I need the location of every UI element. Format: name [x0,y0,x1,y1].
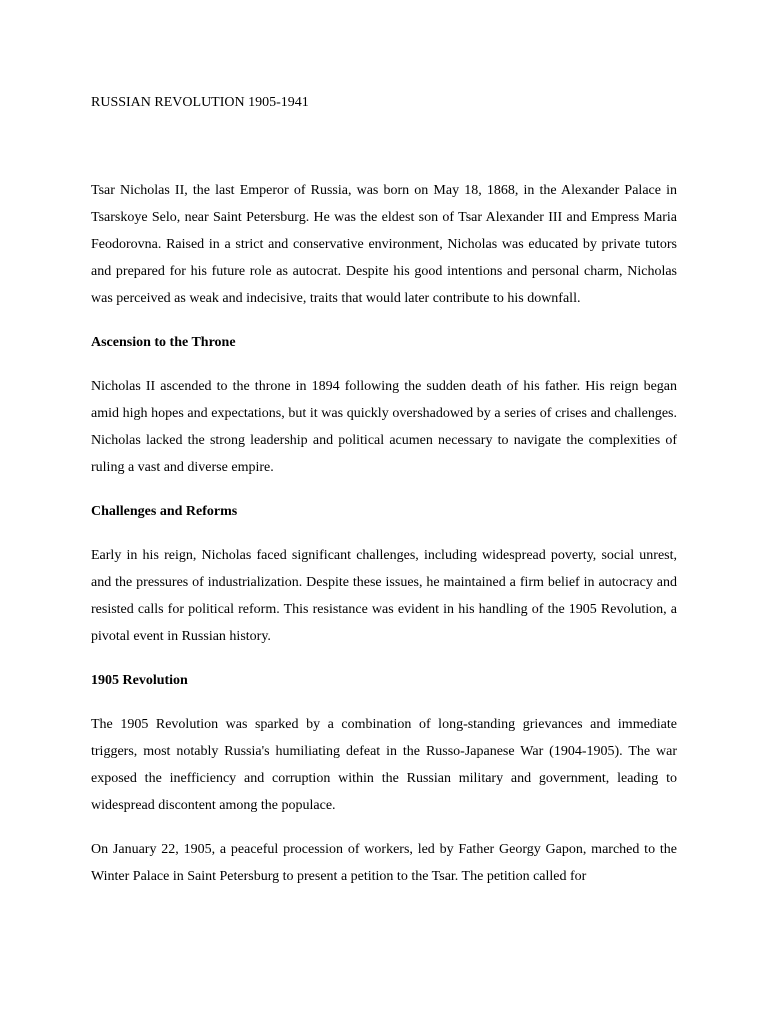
section-heading-1905-revolution: 1905 Revolution [91,673,188,688]
document-title: RUSSIAN REVOLUTION 1905-1941 [91,95,309,110]
section-heading-challenges: Challenges and Reforms [91,504,238,519]
intro-paragraph: Tsar Nicholas II, the last Emperor of Russia, was born on May 18, 1868, in the Alexander Palace in Tsarskoye Selo, near Saint Petersburg. He was the eldest son of Tsar Alexander III and Empress Maria Feodorovna. Raised in a strict and conservative environment, Nicholas was educated by private tutors and prepared for his future role as autocrat. Despite his good intentions and personal charm, Nicholas was perceived as weak and indecisive, traits that would later contribute to his downfall. [91,183,677,306]
section-paragraph: The 1905 Revolution was sparked by a combination of long-standing grievances and immediate triggers, most notably Russia's humiliating defeat in the Russo-Japanese War (1904-1905). The war exposed the inefficiency and corruption within the Russian military and government, leading to widespread discontent among the populace. [91,717,677,813]
section-heading-ascension: Ascension to the Throne [91,335,236,350]
section-paragraph: Nicholas II ascended to the throne in 1894 following the sudden death of his father. His reign began amid high hopes and expectations, but it was quickly overshadowed by a series of crises and challenges. Nicholas lacked the strong leadership and political acumen necessary to navigate the complexities of ruling a vast and diverse empire. [91,379,677,475]
section-paragraph: On January 22, 1905, a peaceful procession of workers, led by Father Georgy Gapon, marched to the Winter Palace in Saint Petersburg to present a petition to the Tsar. The petition called for [91,842,677,884]
document-body [91,177,677,907]
section-paragraph: Early in his reign, Nicholas faced significant challenges, including widespread poverty, social unrest, and the pressures of industrialization. Despite these issues, he maintained a firm belief in autocracy and resisted calls for political reform. This resistance was evident in his handling of the 1905 Revolution, a pivotal event in Russian history. [91,548,677,644]
